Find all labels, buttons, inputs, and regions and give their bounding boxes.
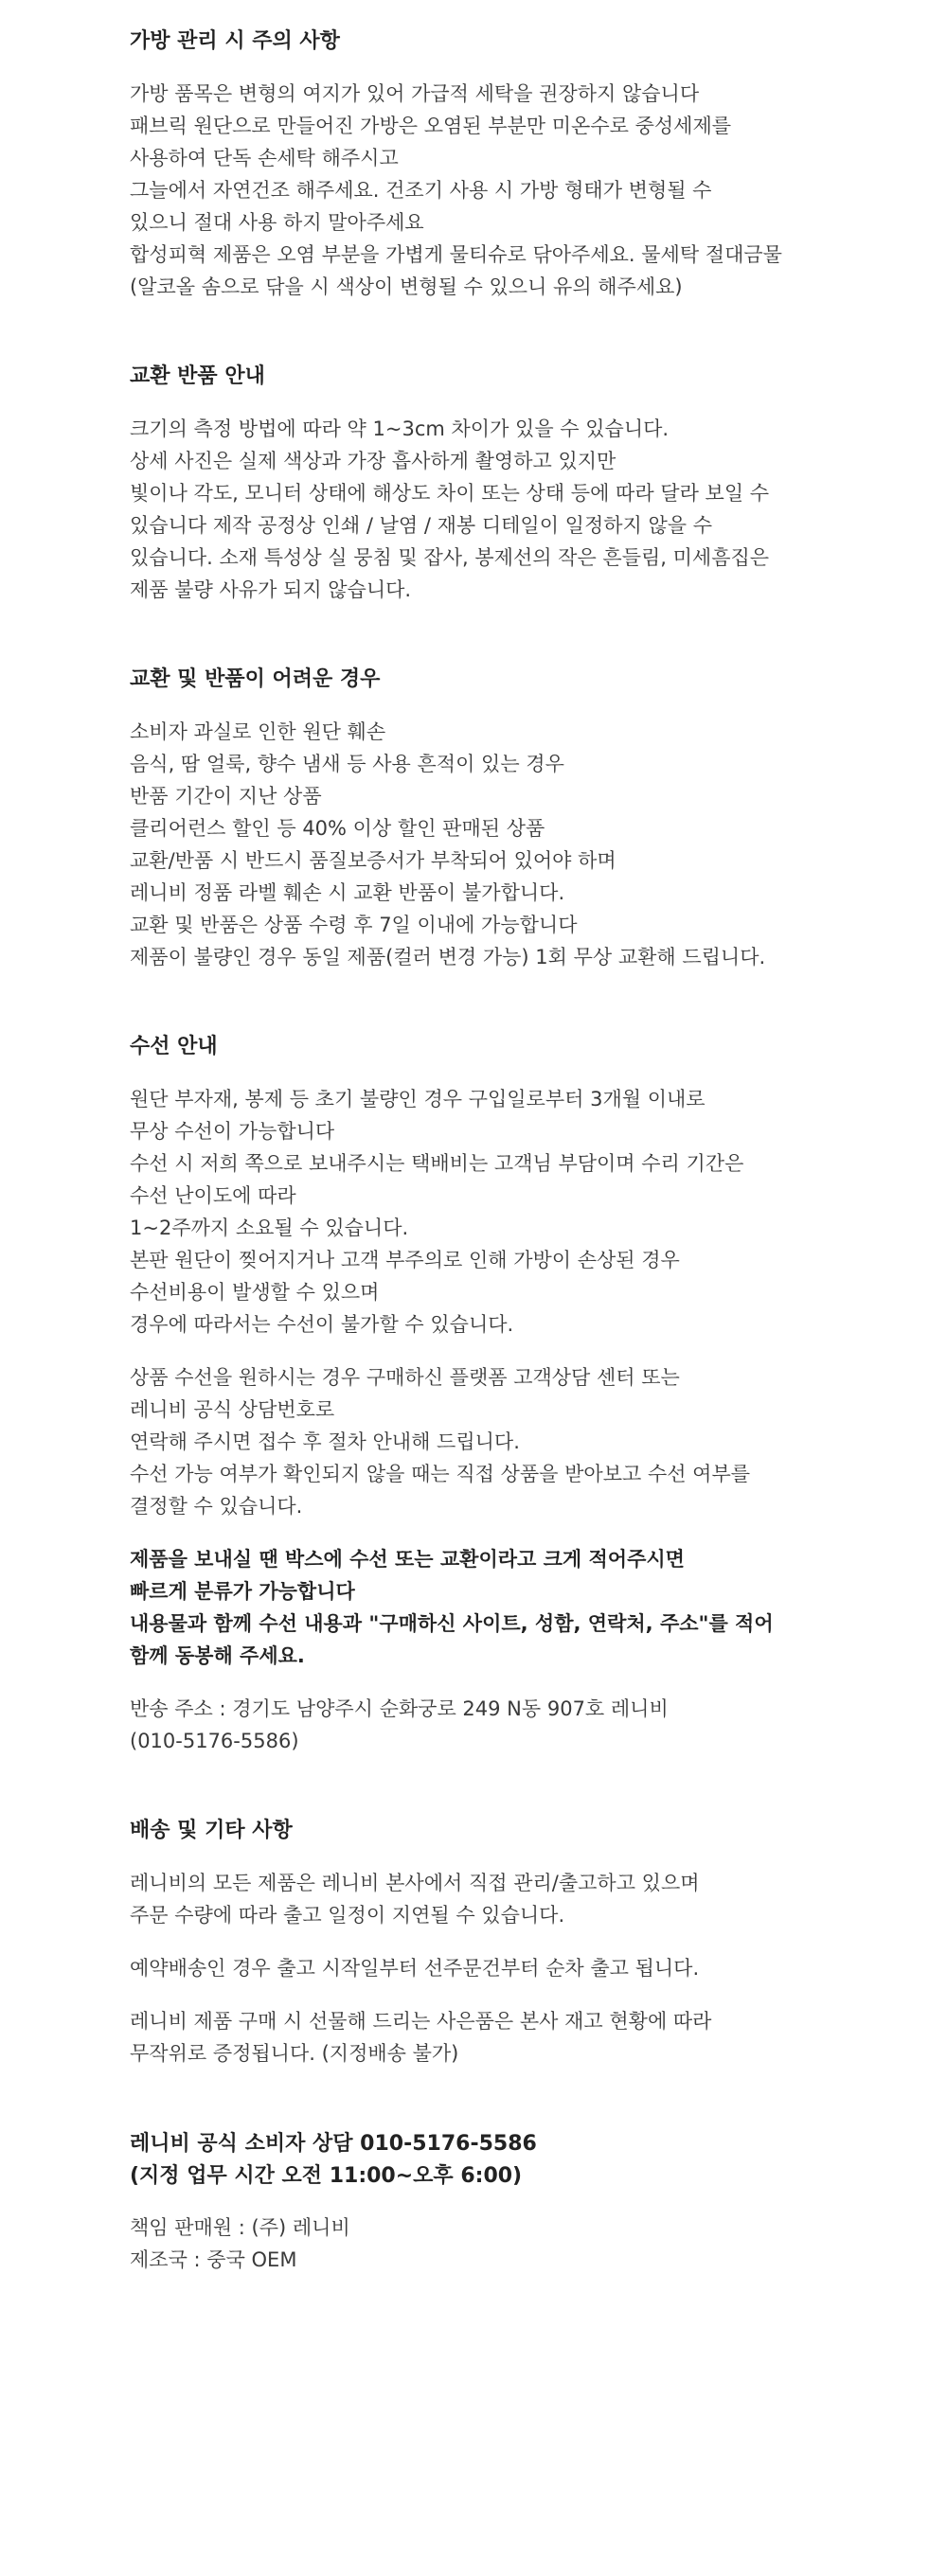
shipping-line: 주문 수량에 따라 출고 일정이 지연될 수 있습니다. (130, 1904, 565, 1927)
shipping-text-1 (130, 1867, 947, 1931)
origin-country: 제조국 : 중국 OEM (130, 2248, 297, 2271)
care-line: 사용하여 단독 손세탁 해주시고 (130, 147, 399, 169)
repair-line: 무상 수선이 가능합니다 (130, 1120, 335, 1143)
exchange-limits-line: 제품이 불량인 경우 동일 제품(컬러 변경 가능) 1회 무상 교환해 드립니다. (130, 946, 766, 968)
exchange-limits-line: 교환 및 반품은 상품 수령 후 7일 이내에 가능합니다 (130, 914, 578, 936)
repair-section (130, 1032, 947, 1757)
exchange-limits-section (130, 665, 947, 973)
exchange-limits-line: 레니비 정품 라벨 훼손 시 교환 반품이 불가합니다. (130, 881, 565, 904)
repair-line: 1~2주까지 소요될 수 있습니다. (130, 1217, 409, 1239)
care-line: 패브릭 원단으로 만들어진 가방은 오염된 부분만 미온수로 중성세제를 (130, 115, 732, 137)
exchange-guide-text (130, 413, 947, 606)
return-address-phone: (010-5176-5586) (130, 1730, 299, 1752)
exchange-guide-line: 있습니다 제작 공정상 인쇄 / 날염 / 재봉 디테일이 일정하지 않을 수 (130, 514, 713, 537)
contact-hours: (지정 업무 시간 오전 11:00~오후 6:00) (130, 2164, 523, 2188)
repair-note-line: 내용물과 함께 수선 내용과 "구매하신 사이트, 성함, 연락처, 주소"를 적어 (130, 1612, 774, 1635)
exchange-guide-line: 있습니다. 소재 특성상 실 뭉침 및 잡사, 봉제선의 작은 흔들림, 미세흠집은 (130, 546, 770, 569)
care-section (130, 27, 947, 303)
repair-line: 수선 시 저희 쪽으로 보내주시는 택배비는 고객님 부담이며 수리 기간은 (130, 1152, 744, 1175)
exchange-guide-line: 크기의 측정 방법에 따라 약 1~3cm 차이가 있을 수 있습니다. (130, 417, 670, 440)
repair-line: 레니비 공식 상담번호로 (130, 1398, 335, 1421)
shipping-line: 예약배송인 경우 출고 시작일부터 선주문건부터 순차 출고 됩니다. (130, 1957, 700, 1980)
exchange-guide-line: 상세 사진은 실제 색상과 가장 흡사하게 촬영하고 있지만 (130, 450, 616, 472)
exchange-guide-title: 교환 반품 안내 (130, 364, 265, 388)
repair-shipping-note (130, 1543, 947, 1672)
repair-line: 수선비용이 발생할 수 있으며 (130, 1281, 380, 1304)
repair-line: 상품 수선을 원하시는 경우 구매하신 플랫폼 고객상담 센터 또는 (130, 1366, 680, 1389)
repair-text-2 (130, 1361, 947, 1522)
shipping-line: 레니비 제품 구매 시 선물해 드리는 사은품은 본사 재고 현황에 따라 (130, 2010, 712, 2033)
exchange-limits-line: 소비자 과실로 인한 원단 훼손 (130, 720, 386, 743)
care-line: 그늘에서 자연건조 해주세요. 건조기 사용 시 가방 형태가 변형될 수 (130, 179, 712, 202)
repair-line: 결정할 수 있습니다. (130, 1495, 303, 1518)
shipping-line: 레니비의 모든 제품은 레니비 본사에서 직접 관리/출고하고 있으며 (130, 1872, 700, 1894)
repair-note-line: 제품을 보내실 땐 박스에 수선 또는 교환이라고 크게 적어주시면 (130, 1548, 685, 1571)
shipping-title: 배송 및 기타 사항 (130, 1819, 293, 1842)
repair-line: 본판 원단이 찢어지거나 고객 부주의로 인해 가방이 손상된 경우 (130, 1249, 680, 1271)
care-line: 있으니 절대 사용 하지 말아주세요 (130, 211, 424, 234)
repair-text-1 (130, 1083, 947, 1341)
repair-line: 연락해 주시면 접수 후 절차 안내해 드립니다. (130, 1430, 520, 1453)
seller-info (130, 2212, 947, 2276)
return-address (130, 1693, 947, 1757)
care-text (130, 78, 947, 303)
shipping-section (130, 1816, 947, 2070)
exchange-limits-line: 클리어런스 할인 등 40% 이상 할인 판매된 상품 (130, 817, 545, 840)
shipping-text-3 (130, 2005, 947, 2070)
seller-name: 책임 판매원 : (주) 레니비 (130, 2216, 350, 2239)
repair-note-line: 함께 동봉해 주세요. (130, 1644, 305, 1667)
contact-phone: 레니비 공식 소비자 상담 010-5176-5586 (130, 2132, 537, 2156)
repair-line: 원단 부자재, 봉제 등 초기 불량인 경우 구입일로부터 3개월 이내로 (130, 1088, 706, 1110)
repair-line: 수선 가능 여부가 확인되지 않을 때는 직접 상품을 받아보고 수선 여부를 (130, 1463, 751, 1485)
repair-line: 수선 난이도에 따라 (130, 1184, 296, 1207)
care-line: (알코올 솜으로 닦을 시 색상이 변형될 수 있으니 유의 해주세요) (130, 275, 683, 298)
care-line: 합성피혁 제품은 오염 부분을 가볍게 물티슈로 닦아주세요. 물세탁 절대금물 (130, 243, 782, 266)
shipping-text-2 (130, 1952, 947, 1984)
contact-section (130, 2128, 947, 2276)
contact-heading (130, 2128, 947, 2193)
exchange-limits-title: 교환 및 반품이 어려운 경우 (130, 667, 381, 691)
care-line: 가방 품목은 변형의 여지가 있어 가급적 세탁을 권장하지 않습니다 (130, 82, 700, 105)
repair-line: 경우에 따라서는 수선이 불가할 수 있습니다. (130, 1313, 514, 1336)
care-title: 가방 관리 시 주의 사항 (130, 29, 340, 53)
exchange-limits-line: 음식, 땀 얼룩, 향수 냄새 등 사용 흔적이 있는 경우 (130, 753, 564, 775)
exchange-limits-text (130, 716, 947, 973)
exchange-guide-line: 제품 불량 사유가 되지 않습니다. (130, 578, 412, 601)
exchange-guide-section (130, 362, 947, 606)
exchange-limits-line: 반품 기간이 지난 상품 (130, 785, 322, 808)
return-address-line: 반송 주소 : 경기도 남양주시 순화궁로 249 N동 907호 레니비 (130, 1697, 669, 1720)
exchange-limits-line: 교환/반품 시 반드시 품질보증서가 부착되어 있어야 하며 (130, 849, 616, 872)
repair-title: 수선 안내 (130, 1035, 218, 1058)
repair-note-line: 빠르게 분류가 가능합니다 (130, 1580, 355, 1603)
shipping-line: 무작위로 증정됩니다. (지정배송 불가) (130, 2042, 459, 2065)
exchange-guide-line: 빛이나 각도, 모니터 상태에 해상도 차이 또는 상태 등에 따라 달라 보일 수 (130, 482, 770, 505)
